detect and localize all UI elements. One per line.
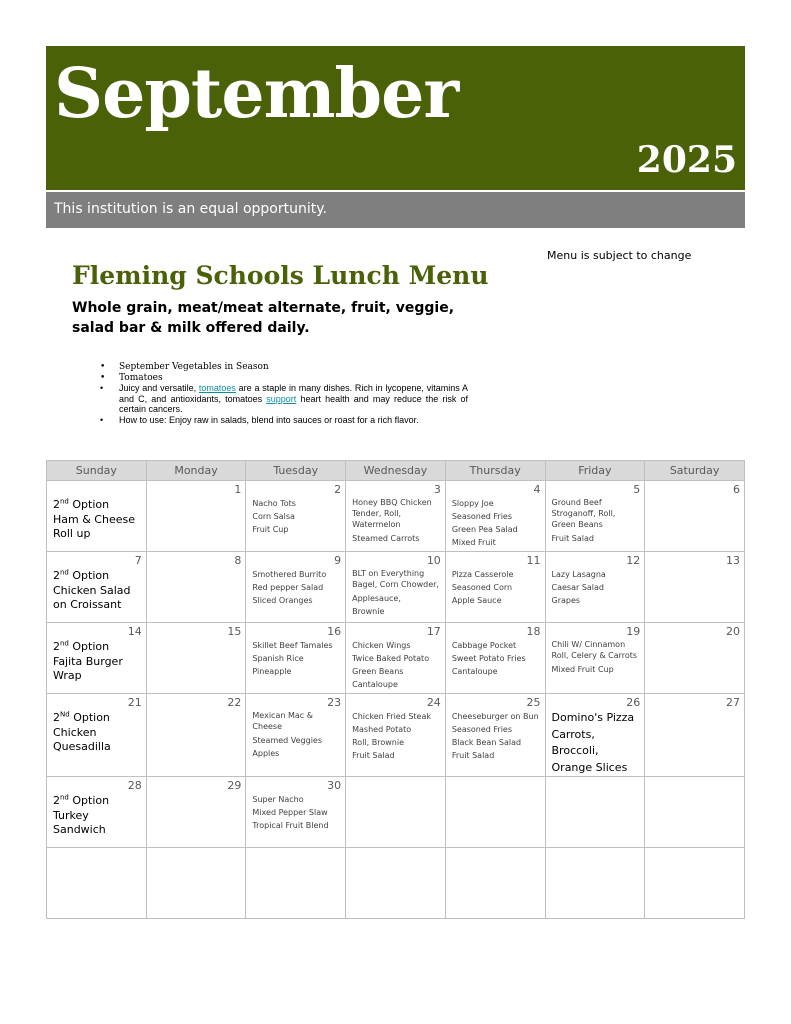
equal-opportunity-text: This institution is an equal opportunity. <box>54 201 327 217</box>
equal-opportunity-bar <box>46 192 745 228</box>
calendar-day <box>47 481 147 552</box>
second-option-item: Fajita Burger Wrap <box>53 655 123 682</box>
menu-item: Apple Sauce <box>451 596 502 605</box>
menu-item: Honey BBQ Chicken Tender, Roll, Watermelon <box>352 498 432 529</box>
second-option-item: Turkey Sandwich <box>53 809 106 836</box>
day-number: 5 <box>633 483 641 496</box>
day-number: 29 <box>227 779 242 792</box>
menu-item: Apples <box>252 749 280 758</box>
weekday-header: Tuesday <box>246 461 346 481</box>
month-banner <box>46 46 745 190</box>
calendar-week <box>47 848 745 919</box>
menu-item: Black Bean Salad <box>451 738 522 747</box>
menu-item: Brownie <box>352 607 385 616</box>
calendar-day <box>146 777 246 848</box>
option-word: Option <box>73 711 110 724</box>
calendar-day <box>146 481 246 552</box>
calendar-day <box>47 552 147 623</box>
second-option-item: Chicken Quesadilla <box>53 726 111 753</box>
day-number: 10 <box>426 554 441 567</box>
calendar-week <box>47 623 745 694</box>
calendar-day <box>47 848 147 919</box>
menu-item: Lazy Lasagna <box>551 570 606 579</box>
desc-part: heart health and may reduce the risk of certain cancers. <box>119 393 468 414</box>
menu-item: Mixed Fruit <box>451 538 496 547</box>
menu-item: Fruit Salad <box>551 534 594 543</box>
weekday-header: Monday <box>146 461 246 481</box>
day-number: 22 <box>227 696 242 709</box>
calendar-day <box>346 694 446 777</box>
calendar-day <box>545 552 645 623</box>
calendar-day <box>445 777 545 848</box>
calendar-day <box>645 777 745 848</box>
second-option-label: 2nd Option <box>53 639 110 653</box>
menu-item: Ground Beef Stroganoff, Roll, Green Beans <box>551 498 616 529</box>
menu-item: Red pepper Salad <box>252 583 324 592</box>
calendar-day <box>246 552 346 623</box>
calendar-day <box>246 694 346 777</box>
menu-item: Smothered Burrito <box>252 570 327 579</box>
day-number: 26 <box>626 696 641 709</box>
ordinal-suffix: nd <box>60 497 69 506</box>
ordinal-suffix: nd <box>60 793 69 802</box>
second-option-label: 2nd Option <box>53 497 110 511</box>
menu-item: Corn Salsa <box>252 512 295 521</box>
day-number: 16 <box>327 625 342 638</box>
menu-item: Tropical Fruit Blend <box>252 821 329 830</box>
menu-item: Roll, Brownie <box>352 738 404 747</box>
second-option-item: Ham & Cheese Roll up <box>53 513 135 540</box>
menu-item: Mixed Fruit Cup <box>551 665 614 674</box>
menu-item: Fruit Salad <box>451 751 495 760</box>
second-option-item: Chicken Salad on Croissant <box>53 584 131 611</box>
menu-item: Cantaloupe <box>451 667 498 676</box>
vegetables-heading: • September Vegetables in Season <box>100 362 468 373</box>
calendar-day <box>545 848 645 919</box>
menu-item: Fruit Salad <box>352 751 395 760</box>
day-number: 28 <box>127 779 142 792</box>
calendar-day <box>146 623 246 694</box>
calendar-day <box>445 623 545 694</box>
calendar-day <box>246 481 346 552</box>
calendar-week <box>47 777 745 848</box>
second-option-label: 2nd Option <box>53 793 110 807</box>
calendar-day <box>346 481 446 552</box>
vegetable-name: • Tomatoes <box>100 373 468 384</box>
menu-item: Green Beans <box>352 667 404 676</box>
menu-item: Cantaloupe <box>352 680 398 689</box>
desc-part: are a staple in many dishes. Rich in lycopene, vitamins A and C, and antioxidants, tomatoes <box>119 383 468 404</box>
menu-item: Nacho Tots <box>252 499 296 508</box>
menu-item: Seasoned Fries <box>451 725 513 734</box>
day-number: 23 <box>327 696 342 709</box>
day-number: 7 <box>134 554 142 567</box>
menu-subtitle: Whole grain, meat/meat alternate, fruit, veggie, salad bar & milk offered daily. <box>72 300 455 336</box>
day-number: 24 <box>426 696 441 709</box>
calendar-day <box>645 694 745 777</box>
second-option-label: 2nd Option <box>53 568 110 582</box>
menu-item: Pineapple <box>252 667 292 676</box>
day-number: 30 <box>327 779 342 792</box>
calendar-day <box>346 777 446 848</box>
calendar-day <box>445 552 545 623</box>
menu-item: Cabbage Pocket <box>451 641 517 650</box>
calendar-day <box>645 481 745 552</box>
menu-item: Green Pea Salad <box>451 525 518 534</box>
featured-menu-item: Domino's Pizza <box>551 711 635 724</box>
weekday-header-row <box>47 461 745 481</box>
menu-item: Chicken Fried Steak <box>352 712 432 721</box>
calendar-day <box>445 848 545 919</box>
vegetable-how-to: • How to use: Enjoy raw in salads, blend into sauces or roast for a rich flavor. <box>100 415 468 426</box>
day-number <box>53 483 142 497</box>
day-number: 8 <box>234 554 242 567</box>
day-number: 25 <box>526 696 541 709</box>
featured-menu-item: Carrots, Broccoli, Orange Slices <box>551 727 628 774</box>
calendar-day <box>545 777 645 848</box>
menu-item: Applesauce, <box>352 594 401 603</box>
day-number: 12 <box>626 554 641 567</box>
year-title: 2025 <box>636 139 737 181</box>
day-number: 17 <box>426 625 441 638</box>
menu-item: Seasoned Fries <box>451 512 513 521</box>
day-number: 20 <box>726 625 740 638</box>
tomatoes-link[interactable]: tomatoes <box>198 383 236 393</box>
calendar-day <box>545 694 645 777</box>
calendar-day <box>246 848 346 919</box>
menu-title: Fleming Schools Lunch Menu <box>72 261 489 290</box>
calendar-day <box>47 777 147 848</box>
menu-item: Steamed Veggies <box>252 736 323 745</box>
calendar-day <box>47 694 147 777</box>
option-word: Option <box>72 569 110 582</box>
vegetable-description <box>100 383 468 415</box>
option-word: Option <box>72 640 110 653</box>
day-number: 2 <box>334 483 342 496</box>
weekday-header: Friday <box>545 461 645 481</box>
calendar-week <box>47 481 745 552</box>
weekday-header: Thursday <box>445 461 545 481</box>
day-number: 1 <box>234 483 242 496</box>
day-number: 18 <box>526 625 541 638</box>
day-number: 4 <box>533 483 541 496</box>
calendar-day <box>47 623 147 694</box>
weekday-header: Wednesday <box>346 461 446 481</box>
day-number: 13 <box>726 554 740 567</box>
day-number: 11 <box>526 554 541 567</box>
menu-item: Skillet Beef Tamales <box>252 641 333 650</box>
menu-item: Spanish Rice <box>252 654 304 663</box>
ordinal-suffix: nd <box>60 639 69 648</box>
menu-item: Super Nacho <box>252 795 304 804</box>
day-number: 3 <box>433 483 441 496</box>
calendar-day <box>645 623 745 694</box>
day-number: 21 <box>127 696 142 709</box>
menu-item: Pizza Casserole <box>451 570 514 579</box>
support-link[interactable]: support <box>266 393 297 404</box>
menu-item: Chili W/ Cinnamon Roll, Celery & Carrots <box>551 640 638 660</box>
menu-item: BLT on Everything Bagel, Corn Chowder, <box>352 569 439 589</box>
menu-item: Twice Baked Potato <box>352 654 430 663</box>
option-word: Option <box>72 794 110 807</box>
calendar-day <box>346 552 446 623</box>
calendar-day <box>146 694 246 777</box>
calendar-day <box>246 623 346 694</box>
calendar-day <box>146 848 246 919</box>
subject-to-change-note: Menu is subject to change <box>547 249 692 262</box>
calendar-day <box>645 848 745 919</box>
menu-item: Grapes <box>551 596 581 605</box>
month-title: September <box>54 54 459 134</box>
menu-item: Chicken Wings <box>352 641 411 650</box>
day-number: 6 <box>733 483 740 496</box>
calendar-day <box>146 552 246 623</box>
calendar-week <box>47 552 745 623</box>
day-number: 14 <box>127 625 142 638</box>
menu-item: Caesar Salad <box>551 583 605 592</box>
calendar-day <box>545 623 645 694</box>
day-number: 19 <box>626 625 641 638</box>
calendar-day <box>645 552 745 623</box>
menu-item: Steamed Carrots <box>352 534 420 543</box>
menu-item: Sloppy Joe <box>451 499 494 508</box>
calendar-day <box>445 694 545 777</box>
calendar-day <box>445 481 545 552</box>
menu-item: Fruit Cup <box>252 525 289 534</box>
calendar-day <box>246 777 346 848</box>
weekday-header: Sunday <box>47 461 147 481</box>
second-option-label: 2Nd Option <box>53 710 110 724</box>
menu-item: Mexican Mac & Cheese <box>252 711 313 731</box>
option-word: Option <box>72 498 110 511</box>
ordinal-suffix: Nd <box>60 710 70 719</box>
menu-item: Cheeseburger on Bun <box>451 712 539 721</box>
calendar-day <box>545 481 645 552</box>
weekday-header: Saturday <box>645 461 745 481</box>
calendar-day <box>346 848 446 919</box>
vegetables-in-season-list <box>100 362 468 425</box>
menu-item: Sliced Oranges <box>252 596 313 605</box>
menu-item: Seasoned Corn <box>451 583 513 592</box>
calendar-week <box>47 694 745 777</box>
day-number: 27 <box>726 696 740 709</box>
desc-part: Juicy and versatile, <box>119 383 199 393</box>
calendar-day <box>346 623 446 694</box>
menu-item: Mashed Potato <box>352 725 412 734</box>
ordinal-suffix: nd <box>60 568 69 577</box>
lunch-calendar <box>46 460 745 919</box>
menu-item: Sweet Potato Fries <box>451 654 526 663</box>
day-number: 9 <box>334 554 342 567</box>
menu-item: Mixed Pepper Slaw <box>252 808 328 817</box>
day-number: 15 <box>227 625 242 638</box>
